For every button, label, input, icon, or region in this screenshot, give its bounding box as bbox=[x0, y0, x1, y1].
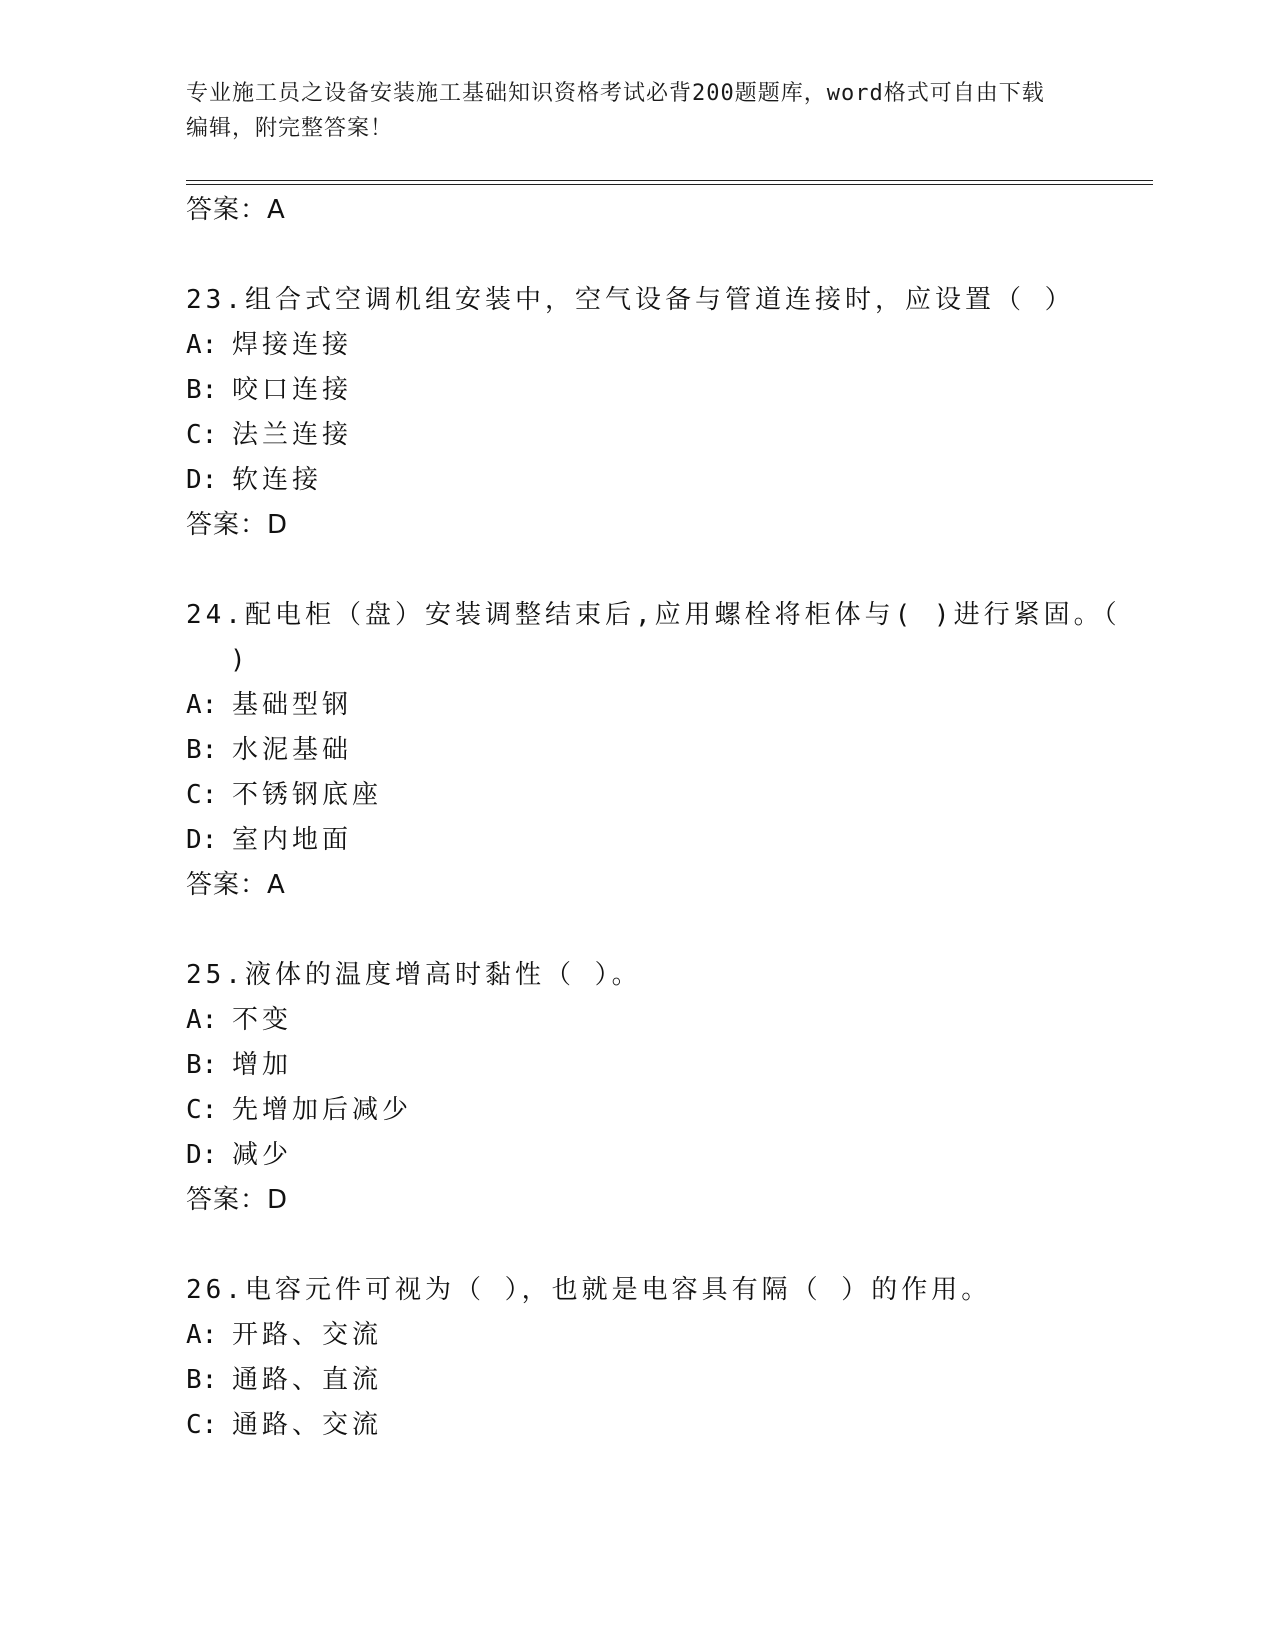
option-key: B: bbox=[186, 375, 218, 405]
option-text: 软连接 bbox=[232, 465, 323, 495]
option-text: 通路、直流 bbox=[232, 1365, 383, 1395]
option-text: 室内地面 bbox=[232, 825, 353, 855]
option-text: 咬口连接 bbox=[232, 375, 353, 405]
option-text: 减少 bbox=[232, 1140, 293, 1170]
question-25-option-a bbox=[186, 1002, 292, 1038]
option-key: A: bbox=[186, 330, 218, 360]
option-text: 法兰连接 bbox=[232, 420, 353, 450]
question-24-answer: 答案：A bbox=[186, 870, 286, 900]
option-text: 开路、交流 bbox=[232, 1320, 383, 1350]
option-key: C: bbox=[186, 1410, 218, 1440]
previous-answer: 答案：A bbox=[186, 195, 286, 225]
option-text: 不变 bbox=[232, 1005, 293, 1035]
question-24-stem-continued: ) bbox=[230, 645, 250, 675]
option-key: B: bbox=[186, 1050, 218, 1080]
option-text: 基础型钢 bbox=[232, 690, 353, 720]
question-26-option-b bbox=[186, 1362, 382, 1398]
question-25-stem: 25.液体的温度增高时黏性（ ）。 bbox=[186, 960, 642, 990]
header-divider-bottom bbox=[186, 184, 1153, 185]
question-24-option-a bbox=[186, 687, 352, 723]
option-key: D: bbox=[186, 465, 218, 495]
option-key: C: bbox=[186, 780, 218, 810]
option-key: D: bbox=[186, 1140, 218, 1170]
option-key: A: bbox=[186, 690, 218, 720]
option-text: 焊接连接 bbox=[232, 330, 353, 360]
option-key: B: bbox=[186, 735, 218, 765]
option-key: A: bbox=[186, 1005, 218, 1035]
option-key: C: bbox=[186, 420, 218, 450]
option-text: 通路、交流 bbox=[232, 1410, 383, 1440]
question-26-option-c bbox=[186, 1407, 382, 1443]
option-text: 水泥基础 bbox=[232, 735, 353, 765]
option-key: A: bbox=[186, 1320, 218, 1350]
question-23-answer: 答案：D bbox=[186, 510, 289, 540]
document-header: 专业施工员之设备安装施工基础知识资格考试必背200题题库，word格式可自由下载编辑，附完整答案！ bbox=[186, 81, 1045, 141]
question-24-option-b bbox=[186, 732, 352, 768]
header-divider-top bbox=[186, 180, 1153, 181]
question-23-option-a bbox=[186, 327, 352, 363]
question-23-option-d bbox=[186, 462, 322, 498]
option-key: B: bbox=[186, 1365, 218, 1395]
option-text: 不锈钢底座 bbox=[232, 780, 383, 810]
question-25-option-d bbox=[186, 1137, 292, 1173]
question-24-stem: 24.配电柜（盘）安装调整结束后,应用螺栓将柜体与( )进行紧固。（ bbox=[186, 600, 1121, 630]
option-text: 增加 bbox=[232, 1050, 293, 1080]
question-24-option-d bbox=[186, 822, 352, 858]
question-26-stem: 26.电容元件可视为（ ），也就是电容具有隔（ ）的作用。 bbox=[186, 1275, 992, 1305]
question-25-answer: 答案：D bbox=[186, 1185, 289, 1215]
question-25-option-c bbox=[186, 1092, 412, 1128]
option-text: 先增加后减少 bbox=[232, 1095, 413, 1125]
question-24-option-c bbox=[186, 777, 382, 813]
question-23-stem: 23.组合式空调机组安装中，空气设备与管道连接时，应设置（ ） bbox=[186, 285, 1075, 315]
question-23-option-b bbox=[186, 372, 352, 408]
question-26-option-a bbox=[186, 1317, 382, 1353]
question-23-option-c bbox=[186, 417, 352, 453]
option-key: D: bbox=[186, 825, 218, 855]
option-key: C: bbox=[186, 1095, 218, 1125]
question-25-option-b bbox=[186, 1047, 292, 1083]
